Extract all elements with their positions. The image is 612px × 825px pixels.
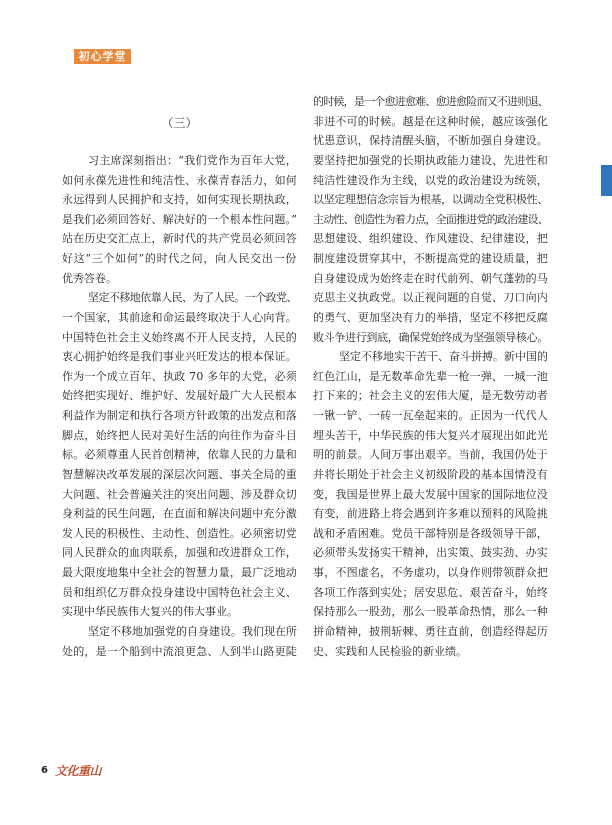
text-line: 以坚定理想信念宗旨为根基，以调动全党积极性、	[313, 193, 548, 207]
text-line: 永远得到人民拥护和支持，如何实现长期执政，	[62, 193, 297, 207]
side-color-tab	[601, 165, 612, 196]
text-line: 好这“三个如何”的时代之问，向人民交出一份	[62, 252, 297, 265]
text-line: 作为一个成立百年、执政 70 多年的大党，必须	[62, 369, 297, 383]
magazine-logo: 文化重山	[55, 764, 102, 778]
text-line: 打下来的；社会主义的宏伟大厦，是无数劳动者	[313, 389, 548, 403]
text-line: 要坚持把加强党的长期执政能力建设、先进性和	[313, 153, 548, 167]
paragraph-continued	[313, 92, 548, 347]
text-line: 的时候，是一个愈进愈难、愈进愈险而又不进则退、	[313, 95, 548, 108]
text-line: 埋头苦干，中华民族的伟大复兴才展现出如此光	[313, 428, 548, 442]
text-line: 纯洁性建设作为主线，以党的政治建设为统领，	[313, 173, 548, 187]
text-line: 大问题、社会普遍关注的突出问题、涉及群众切	[62, 487, 297, 501]
text-line: 自身建设成为始终走在时代前列、朝气蓬勃的马	[313, 271, 548, 285]
text-line: 必须带头发扬实干精神，出实策、鼓实劲、办实	[313, 546, 548, 560]
text-line: 坚定不移地依靠人民、为了人民。一个政党、	[88, 291, 297, 305]
text-line: 史、实践和人民检验的新业绩。	[313, 644, 467, 658]
text-line: 战和矛盾困难。党员干部特别是各级领导干部，	[313, 526, 548, 540]
left-column	[62, 92, 297, 661]
text-line: 事，不图虚名，不务虚功，以身作则带领群众把	[313, 566, 548, 579]
text-line: 红色江山，是无数革命先辈一枪一弹、一城一池	[313, 369, 548, 383]
text-line: 克思主义执政党。以正视问题的自觉、刀口向内	[313, 291, 548, 305]
text-line: 主动性、创造性为着力点，全面推进党的政治建设、	[313, 212, 548, 226]
text-line: 优秀答卷。	[62, 271, 117, 285]
text-line: 智慧解决改革发展的深层次问题、事关全局的重	[62, 467, 297, 481]
text-line: 站在历史交汇点上，新时代的共产党员必须回答	[62, 232, 297, 246]
text-line: 制度建设贯穿其中，不断提高党的建设质量，把	[313, 252, 548, 265]
text-line: 处的，是一个船到中流浪更急、人到半山路更陡	[62, 644, 297, 658]
paragraph	[62, 151, 297, 288]
paragraph	[62, 622, 297, 661]
text-line: 变，我国是世界上最大发展中国家的国际地位没	[313, 487, 548, 501]
text-line: 同人民群众的血肉联系，加强和改进群众工作，	[62, 546, 297, 560]
text-line: 始终把实现好、维护好、发展好最广大人民根本	[62, 389, 297, 403]
text-line: 一个国家，其前途和命运最终取决于人心向背。	[62, 310, 297, 324]
text-line: 有变，前进路上将会遇到许多难以预料的风险挑	[313, 507, 548, 521]
page-number: 6	[41, 765, 48, 776]
text-line: 拼命精神，披荆斩棘、勇往直前，创造经得起历	[313, 624, 548, 638]
text-line: 身利益的民生问题，在直面和解决问题中充分激	[62, 507, 297, 521]
text-line: 脚点，始终把人民对美好生活的向往作为奋斗目	[62, 428, 297, 442]
text-line: 的勇气、更加坚决有力的举措，坚定不移把反腐	[313, 310, 548, 324]
text-line: 各项工作落到实处；居安思危、艰苦奋斗，始终	[313, 585, 548, 599]
paragraph	[313, 347, 548, 661]
text-line: 员和组织亿万群众投身建设中国特色社会主义、	[62, 585, 297, 599]
text-line: 保持那么一股劲，那么一股革命热情，那么一种	[313, 605, 548, 619]
text-line: 标。必须尊重人民首创精神，依靠人民的力量和	[62, 448, 297, 462]
text-line: 忧患意识，保持清醒头脑，不断加强自身建设。	[313, 134, 548, 148]
text-line: 习主席深刻指出：“我们党作为百年大党，	[88, 153, 297, 167]
section-tag: 初心学堂	[74, 49, 131, 64]
text-line: 是我们必须回答好、解决好的一个根本性问题。”	[62, 212, 297, 226]
right-column	[313, 92, 548, 661]
text-line: 并将长期处于社会主义初级阶段的基本国情没有	[313, 467, 548, 481]
text-line: 中国特色社会主义始终离不开人民支持，人民的	[62, 330, 297, 344]
text-line: 败斗争进行到底，确保党始终成为坚强领导核心。	[313, 330, 548, 344]
text-line: 利益作为制定和执行各项方针政策的出发点和落	[62, 409, 297, 422]
section-heading: （三）	[161, 115, 198, 130]
text-line: 思想建设、组织建设、作风建设、纪律建设，把	[313, 232, 548, 246]
text-line: 坚定不移地实干苦干、奋斗拼搏。新中国的	[339, 350, 548, 364]
text-line: 实现中华民族伟大复兴的伟大事业。	[62, 605, 238, 619]
paragraph	[62, 288, 297, 622]
text-line: 发人民的积极性、主动性、创造性。必须密切党	[62, 526, 297, 540]
text-line: 非进不可的时候。越是在这种时候，越应该强化	[313, 114, 548, 128]
text-line: 最大限度地集中全社会的智慧力量，最广泛地动	[62, 566, 297, 579]
text-line: 明的前景。人间万事出艰辛。当前，我国仍处于	[313, 448, 548, 462]
text-line: 坚定不移地加强党的自身建设。我们现在所	[88, 624, 297, 638]
text-line: 如何永葆先进性和纯洁性、永葆青春活力，如何	[62, 173, 297, 187]
text-line: 一锹一铲、一砖一瓦垒起来的。正因为一代代人	[313, 409, 548, 422]
text-line: 衷心拥护始终是我们事业兴旺发达的根本保证。	[62, 350, 297, 364]
